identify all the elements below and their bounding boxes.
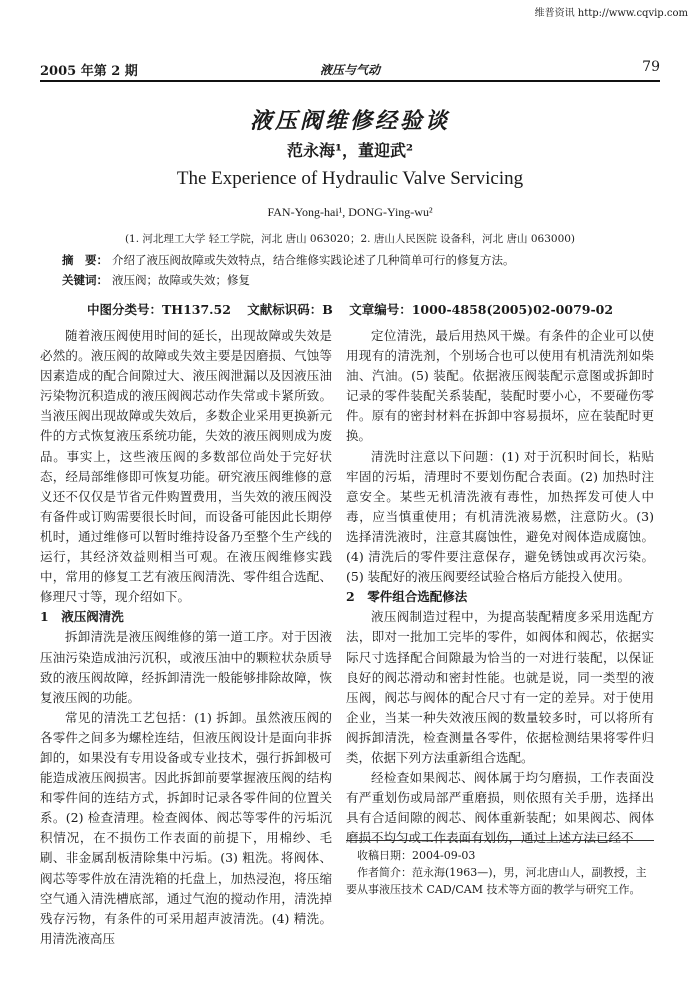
english-title: The Experience of Hydraulic Valve Servicing — [176, 168, 524, 189]
received-date: 收稿日期：2004-09-03 — [357, 849, 476, 862]
footnotes — [346, 840, 654, 898]
journal-name: 液压与气动 — [319, 63, 380, 77]
paragraph: 经检查如果阀芯、阀体属于均匀磨损，工作表面没有严重划伤或局部严重磨损，则依照有关手册，选择出具有合适间隙的阀芯、阀体重新装配；如果阀芯、阀体磨损不均匀或工作表面有划伤，通过上述方法已经不 — [346, 770, 654, 846]
author-names: 范永海¹，董迎武² — [286, 141, 414, 160]
paragraph: 液压阀制造过程中，为提高装配精度多采用选配方法，即对一批加工完毕的零件，如阀体和阀芯，依据实际尺寸选择配合间隙最为恰当的一对进行装配，以保证良好的阀芯滑动和密封性能。也就是说，同一类型的液压阀，阀芯与阀体的配合尺寸有一定的差异。对于使用企业，当某一种失效液压阀的数量较多时，可以将所有阀拆卸清洗，检查测量各零件，依据检测结果将零件归类，依据下列方法重新组合选配。 — [346, 609, 654, 765]
classification-line — [0, 300, 700, 318]
left-column — [40, 326, 332, 949]
page-number: 79 — [642, 59, 660, 75]
watermark: 维普资讯 http://www.cqvip.com — [534, 8, 688, 19]
document-code: 文献标识码：B — [247, 302, 333, 317]
article-number: 文章编号：1000-4858(2005)02-0079-02 — [349, 302, 614, 317]
running-header — [40, 58, 660, 82]
right-column — [346, 326, 654, 848]
abstract — [62, 252, 515, 268]
paragraph: 拆卸清洗是液压阀维修的第一道工序。对于因液压油污染造成油污沉积，或液压油中的颗粒状杂质导致的液压阀故障，经拆卸清洗一般能够排除故障，恢复液压阀的功能。 — [40, 629, 332, 705]
paragraph: 随着液压阀使用时间的延长，出现故障或失效是必然的。液压阀的故障或失效主要是因磨损、气蚀等因素造成的配合间隙过大、液压阀泄漏以及因液压油污染物沉积造成的液压阀阀芯动作失常或卡紧所致。当液压阀出现故障或失效后，多数企业采用更换新元件的方式恢复液压系统功能，失效的液压阀则成为废品。事实上，这些液压阀的多数部位尚处于完好状态，经局部维修即可恢复功能。研究液压阀维修的意义还不仅仅是节省元件购置费用，当失效的液压阀没有备件或订购需要很长时间，而设备可能因此长期停机时，通过维修可以暂时维持设备乃至整个生产线的运行，其经济效益则相当可观。在液压阀维修实践中，常用的修复工艺有液压阀清洗、零件组合选配、修理尺寸等，现介绍如下。 — [40, 328, 332, 605]
keywords-text: 液压阀；故障或失效；修复 — [112, 273, 250, 287]
keywords — [62, 272, 250, 288]
author-bio: 作者简介：范永海(1963—)，男，河北唐山人，副教授，主要从事液压技术 CAD/CAM 技术等方面的教学与研究工作。 — [346, 866, 647, 896]
paragraph: 清洗时注意以下问题：(1) 对于沉积时间长，粘贴牢固的污垢，清理时不要划伤配合表面。(2) 加热时注意安全。某些无机清洗液有毒性，加热挥发可使人中毒，应当慎重使用；有机清洗液易燃，注意防火。(3) 选择清洗液时，注意其腐蚀性，避免对阀体造成腐蚀。(4) 清洗后的零件要注意保存，避免锈蚀或再次污染。(5) 装配好的液压阀要经试验合格后方能投入使用。 — [346, 448, 654, 585]
abstract-label: 摘 要： — [62, 253, 108, 267]
affiliation: (1. 河北理工大学 轻工学院，河北 唐山 063020；2. 唐山人民医院 设备科，河北 唐山 063000) — [124, 233, 576, 245]
english-authors: FAN-Yong-hai¹, DONG-Ying-wu² — [267, 205, 433, 219]
section-heading: 2 零件组合选配修法 — [346, 589, 468, 605]
paragraph: 常见的清洗工艺包括：(1) 拆卸。虽然液压阀的各零件之间多为螺栓连结，但液压阀设计是面向非拆卸的，如果没有专用设备或专业技术，强行拆卸极可能造成液压阀损害。因此拆卸前要掌握液压阀的结构和零件间的连结方式，拆卸时记录各零件间的位置关系。(2) 检查清理。检查阀体、阀芯等零件的污垢沉积情况，在不损伤工作表面的前提下，用棉纱、毛刷、非金属刮板清除集中污垢。(3) 粗洗。将阀体、阀芯等零件放在清洗箱的托盘上，加热浸泡，将压缩空气通入清洗槽底部，通过气泡的搅动作用，清洗掉残存污物，有条件的可采用超声波清洗。(4) 精洗。用清洗液高压 — [40, 709, 332, 946]
clc-number: 中图分类号：TH137.52 — [86, 302, 231, 317]
article-title: 液压阀维修经验谈 — [249, 108, 450, 134]
section-heading: 1 液压阀清洗 — [40, 609, 124, 625]
issue-label: 2005 年第 2 期 — [40, 64, 138, 79]
paragraph: 定位清洗，最后用热风干燥。有条件的企业可以使用现有的清洗剂，个别场合也可以使用有机清洗剂如柴油、汽油。(5) 装配。依据液压阀装配示意图或拆卸时记录的零件装配关系装配，装配时要小心，不要碰伤零件。原有的密封材料在拆卸中容易损坏，应在装配时更换。 — [346, 328, 654, 444]
abstract-text: 介绍了液压阀故障或失效特点，结合维修实践论述了几种简单可行的修复方法。 — [112, 253, 515, 267]
keywords-label: 关键词： — [62, 273, 108, 287]
